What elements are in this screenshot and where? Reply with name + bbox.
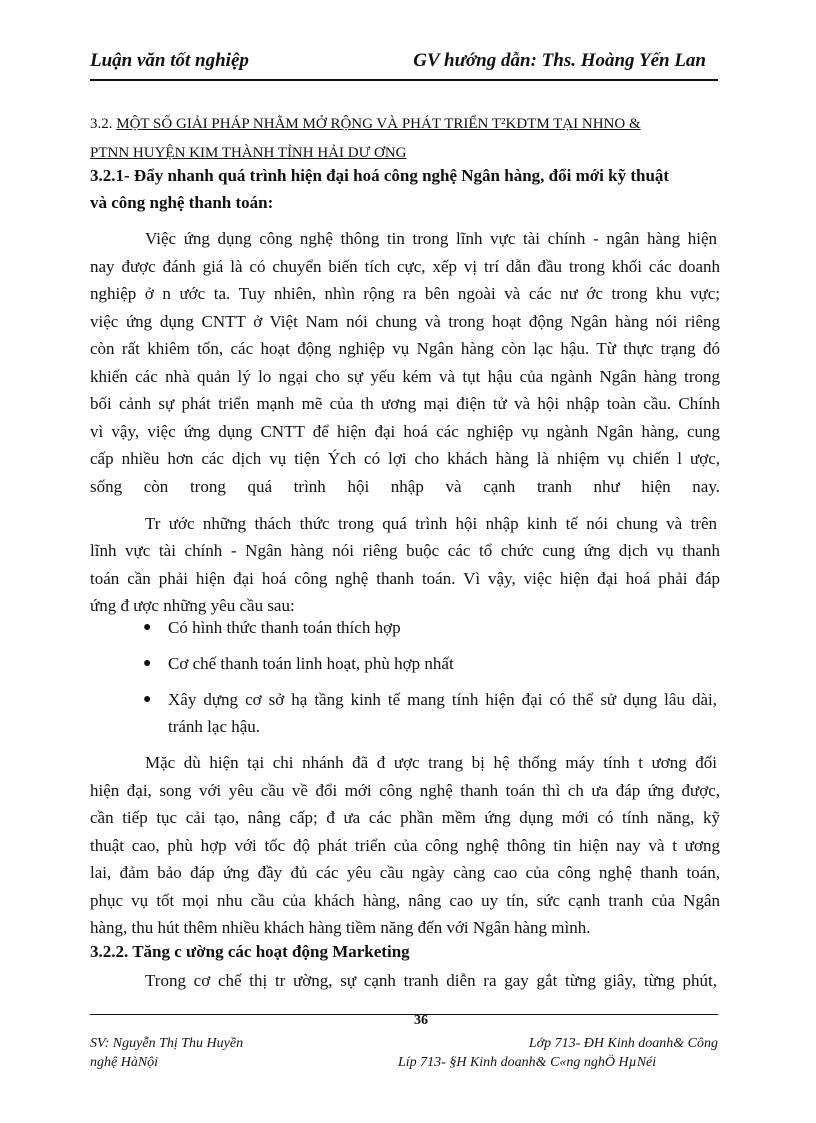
bullet-dot-icon: ● — [143, 692, 152, 707]
paragraph-4-line: Trong cơ chế thị tr ường, sự cạnh tranh diễn ra gay gắt từng giây, từng phút, — [145, 971, 717, 990]
footer-line2-right: Líp 713- §H Kinh doanh& C«ng nghÖ HµNéi — [398, 1055, 657, 1070]
paragraph-line: Tr ước những thách thức trong quá trình hội nhập kinh tế nói chung và trên — [145, 514, 717, 533]
paragraph-line: lai, đảm bảo đáp ứng đầy đủ các yêu cầu ngày càng cao của công nghệ thanh toán, — [90, 863, 720, 882]
paragraph-line: hàng, thu hút thêm nhiều khách hàng tiềm năng đến với Ngân hàng mình. — [90, 918, 591, 937]
bullet-item-2: Cơ chế thanh toán linh hoạt, phù hợp nhất — [168, 654, 454, 673]
subsection-2-heading: 3.2.2. Tăng c ường các hoạt động Marketing — [90, 942, 410, 961]
bullet-dot-icon: ● — [143, 656, 152, 671]
paragraph-line: nghiệp ở n ước ta. Tuy nhiên, nhìn rộng ra bên ngoài và các nư ớc trong khu vực; — [90, 284, 720, 303]
paragraph-line: còn rất khiêm tốn, các hoạt động nghiệp vụ Ngân hàng còn lạc hậu. Từ thực trạng đó — [90, 339, 720, 358]
paragraph-line: Mặc dù hiện tại chi nhánh đã đ ược trang bị hệ thống máy tính t ương đối — [145, 753, 717, 772]
section-number: 3.2. — [90, 116, 113, 132]
section-title-text-1: MỘT SỐ GIẢI PHÁP NHẰM MỞ RỘNG VÀ PHÁT TRIỂN T²KDTM TẠI NHNO & — [116, 116, 641, 132]
bullet-item-3-line2: tránh lạc hậu. — [168, 717, 261, 736]
bullet-dot-icon: ● — [143, 620, 152, 635]
paragraph-line: bối cảnh sự phát triển mạnh mẽ của th ương mại điện tử và hội nhập toàn cầu. Chính — [90, 394, 720, 413]
footer-line2-left: nghệ HàNội — [90, 1055, 159, 1070]
section-title-line2 — [90, 145, 406, 162]
paragraph-line: toán cần phải hiện đại hoá công nghệ thanh toán. Vì vậy, việc hiện đại hoá phải đáp — [90, 569, 720, 588]
section-title-text-2: PTNN HUYỆN KIM THÀNH TỈNH HẢI DƯ ƠNG — [90, 145, 407, 161]
footer-class: Lớp 713- ĐH Kinh doanh& Công — [528, 1036, 718, 1051]
subsection-1-heading-line2: và công nghệ thanh toán: — [90, 193, 274, 212]
paragraph-line: cấp nhiều hơn các dịch vụ tiện Ých có lợi cho khách hàng là nhiệm vụ chiến l ược, — [90, 449, 720, 468]
paragraph-line: ứng đ ược những yêu cầu sau: — [90, 596, 295, 615]
footer-student: SV: Nguyễn Thị Thu Huyền — [90, 1036, 244, 1051]
paragraph-line: sống còn trong quá trình hội nhập và cạnh tranh như hiện nay. — [90, 477, 720, 496]
paragraph-line: nay được đánh giá là có chuyển biến tích cực, xếp vị trí dẫn đầu trong khối các doanh — [90, 257, 720, 276]
subsection-1-heading-line1: 3.2.1- Đẩy nhanh quá trình hiện đại hoá công nghệ Ngân hàng, đổi mới kỹ thuật — [90, 166, 670, 185]
paragraph-line: vì vậy, việc ứng dụng CNTT để hiện đại hoá các nghiệp vụ ngành Ngân hàng, cung — [90, 422, 720, 441]
paragraph-line: thuật cao, phù hợp với tốc độ phát triển của công nghệ thông tin hiện nay và t ương — [90, 836, 720, 855]
paragraph-line: khiến các nhà quản lý lo ngại cho sự yếu kém và tụt hậu của ngành Ngân hàng trong — [90, 367, 720, 386]
header-left-title: Luận văn tốt nghiệp — [90, 50, 249, 71]
footer-rule — [90, 1014, 718, 1015]
header-rule — [90, 79, 718, 81]
paragraph-line: hiện đại, song với yêu cầu về đổi mới công nghệ thanh toán thì ch ưa đáp ứng được, — [90, 781, 720, 800]
paragraph-line: phục vụ tốt mọi nhu cầu của khách hàng, nâng cao uy tín, sức cạnh tranh của Ngân — [90, 891, 720, 910]
page-number: 36 — [414, 1013, 428, 1028]
section-title-line1 — [90, 116, 641, 133]
paragraph-line: việc ứng dụng CNTT ở Việt Nam nói chung và trong hoạt động Ngân hàng nói riêng — [90, 312, 720, 331]
bullet-item-3-line1: Xây dựng cơ sở hạ tầng kinh tế mang tính hiện đại có thể sử dụng lâu dài, — [168, 690, 717, 709]
bullet-item-1: Có hình thức thanh toán thích hợp — [168, 618, 401, 637]
paragraph-line: cần tiếp tục cải tạo, nâng cấp; đ ưa các phần mềm ứng dụng mới có tính năng, kỹ — [90, 808, 720, 827]
paragraph-line: Việc ứng dụng công nghệ thông tin trong lĩnh vực tài chính - ngân hàng hiện — [145, 229, 717, 248]
paragraph-line: lĩnh vực tài chính - Ngân hàng nói riêng buộc các tổ chức cung ứng dịch vụ thanh — [90, 541, 720, 560]
header-right-advisor: GV hướng dẫn: Ths. Hoàng Yến Lan — [413, 50, 706, 71]
